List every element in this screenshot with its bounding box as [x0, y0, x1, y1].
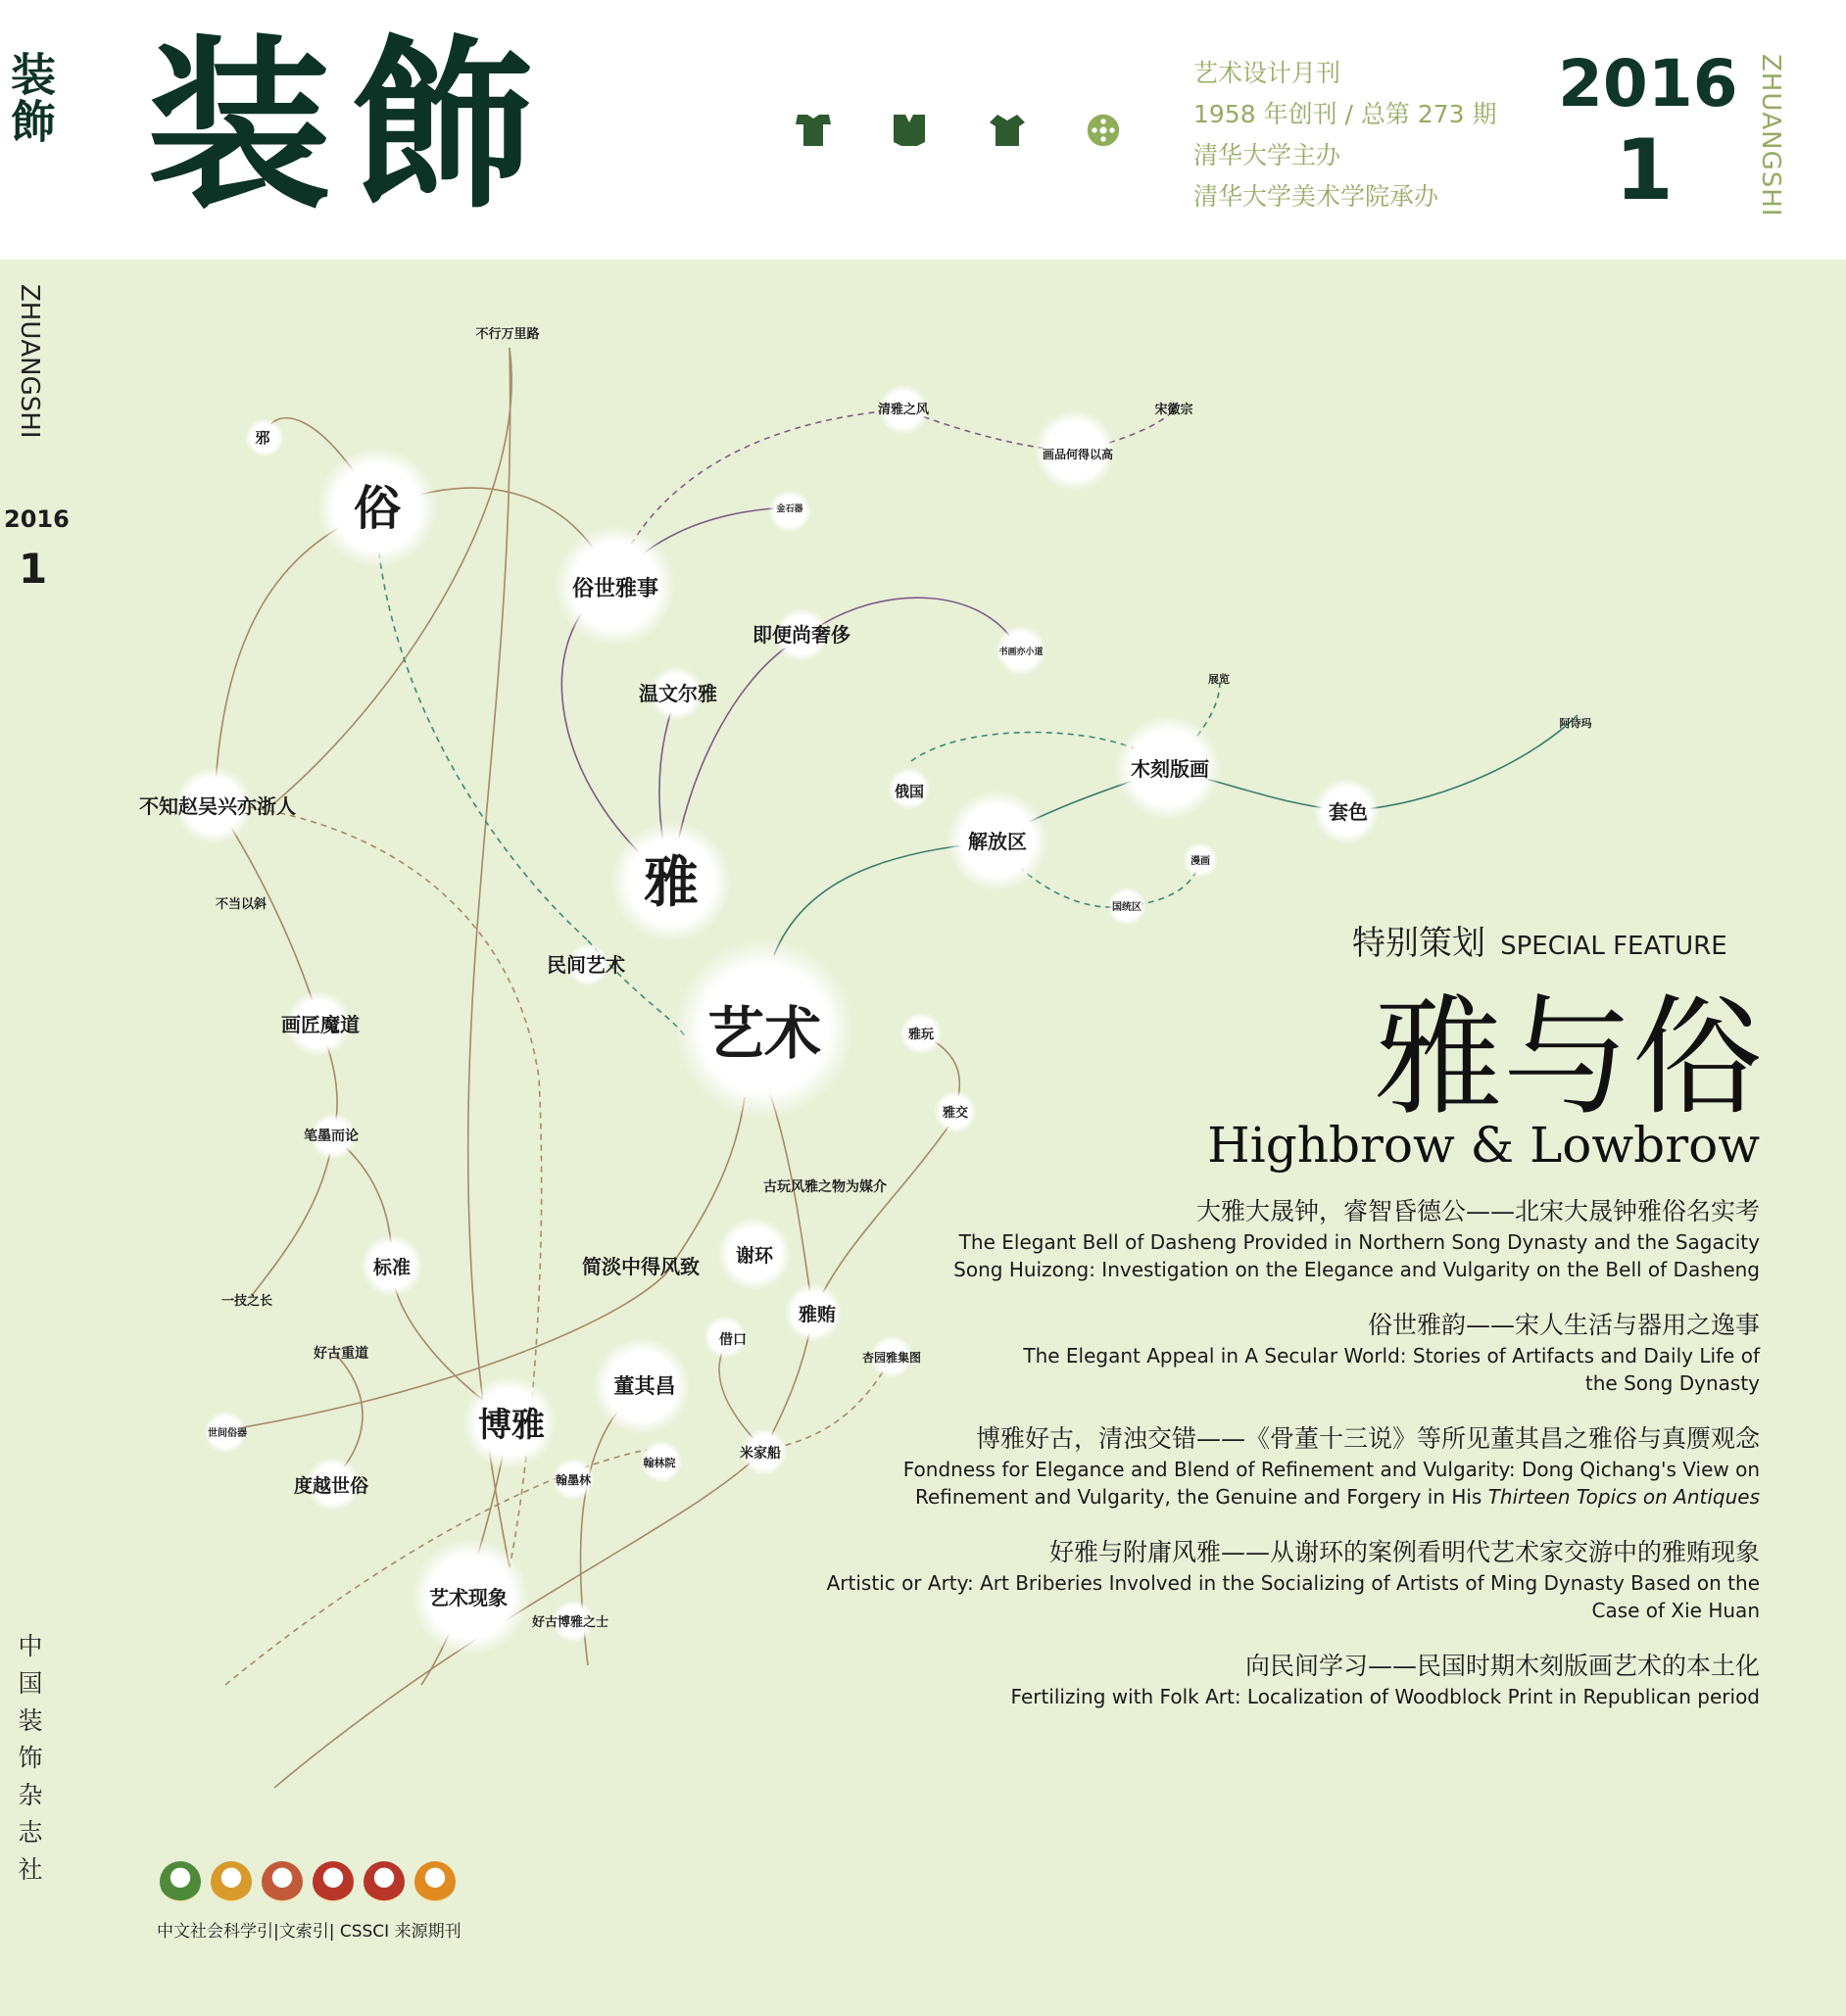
- node-yishu-xianxiang: 艺术现象: [429, 1586, 508, 1609]
- node-minjian: 民间艺术: [547, 953, 625, 977]
- round-ornament-icon: [1084, 113, 1123, 148]
- node-guotongqu: 国统区: [1112, 902, 1142, 913]
- article-item: [800, 1422, 1760, 1511]
- node-boya: 博雅: [478, 1406, 545, 1445]
- node-mianhua: 漫画: [1190, 856, 1210, 867]
- node-hanlinyuan: 翰林院: [643, 1457, 676, 1469]
- info-line: 艺术设计月刊: [1193, 59, 1341, 87]
- vest-icon: [890, 113, 929, 148]
- node-mijiachuan: 米家船: [740, 1446, 781, 1462]
- award-badge-icon: [262, 1861, 303, 1902]
- article-title-en-part: Refinement and Vulgarity, the Genuine and Forgery in His: [915, 1485, 1482, 1509]
- article-title-en: [800, 1483, 1760, 1511]
- spine-year: 2016: [4, 505, 70, 533]
- article-title-en: The Elegant Appeal in A Secular World: Stories of Artifacts and Daily Life of: [1023, 1344, 1760, 1368]
- node-zhanlan: 展览: [1208, 673, 1230, 686]
- article-title-zh: 好雅与附庸风雅——从谢环的案例看明代艺术家交游中的雅贿现象: [1048, 1538, 1760, 1566]
- connector: [250, 1136, 333, 1298]
- article-item: [800, 1650, 1760, 1710]
- node-yahui: 雅贿: [798, 1304, 837, 1325]
- node-yajiao: 雅交: [942, 1106, 969, 1121]
- index-caption: 中文社会科学引|文索引| CSSCI 来源期刊: [157, 1922, 462, 1942]
- node-shijian: 世间俗器: [208, 1428, 247, 1439]
- spine-pinyin: ZHUANGSHI: [15, 284, 44, 439]
- node-shuhua: 书画亦小道: [998, 648, 1044, 657]
- article-list: [800, 1195, 1760, 1736]
- node-eguo: 俄国: [894, 783, 925, 800]
- node-jiefangqu: 解放区: [968, 830, 1027, 853]
- node-ashima: 阿诗玛: [1559, 717, 1592, 730]
- article-title-en: Fondness for Elegance and Blend of Refinement and Vulgarity: Dong Qichang's View on: [902, 1458, 1760, 1481]
- node-yiji: 一技之长: [220, 1294, 273, 1309]
- award-badge-icon: [211, 1861, 252, 1902]
- node-buxing-wanli: 不行万里路: [475, 327, 540, 342]
- node-xie: 邪: [255, 429, 270, 447]
- node-duyue: 度越世俗: [293, 1475, 369, 1497]
- node-huajiang: 画匠魔道: [281, 1013, 360, 1036]
- node-su: 俗: [353, 481, 402, 536]
- article-title-zh: 大雅大晟钟，睿智昏德公——北宋大晟钟雅俗名实考: [1195, 1197, 1760, 1225]
- info-line: 清华大学主办: [1193, 141, 1341, 169]
- node-huapin: 画品何得以高: [1042, 448, 1114, 461]
- spine-number: 1: [19, 545, 48, 593]
- node-taose: 套色: [1329, 800, 1368, 824]
- connector: [274, 348, 511, 803]
- node-guwan: 古玩风雅之物为媒介: [763, 1179, 887, 1195]
- feature-tag: [1352, 916, 1727, 964]
- node-buzhi-zhao: 不知赵吴兴亦浙人: [139, 794, 296, 818]
- jacket-icon: [988, 113, 1027, 148]
- node-ya: 雅: [644, 850, 699, 915]
- article-title-en: the Song Dynasty: [1584, 1371, 1760, 1395]
- article-title-en: The Elegant Bell of Dasheng Provided in Northern Song Dynasty and the Sagacity: [958, 1230, 1760, 1254]
- issue-year: 2016: [1558, 46, 1738, 121]
- feature-tag-en: SPECIAL FEATURE: [1500, 932, 1727, 961]
- connector: [911, 733, 1137, 761]
- article-item: [800, 1195, 1760, 1283]
- feature-tag-zh: 特别策划: [1352, 924, 1485, 963]
- article-title-en: Artistic or Arty: Art Briberies Involved in the Socializing of Artists of Ming Dynasty Based on the: [826, 1571, 1760, 1595]
- node-yishu: 艺术: [706, 1000, 822, 1067]
- node-dongqichang: 董其昌: [613, 1373, 676, 1398]
- article-item: [800, 1536, 1760, 1624]
- award-badge-icon: [160, 1861, 201, 1902]
- article-title-en-italic: Thirteen Topics on Antiques: [1487, 1485, 1760, 1509]
- connector: [1347, 715, 1578, 811]
- node-haogu-boya: 好古博雅之士: [531, 1615, 609, 1630]
- article-title-zh: 向民间学习——民国时期木刻版画艺术的本土化: [1244, 1652, 1760, 1680]
- info-line: 清华大学美术学院承办: [1193, 182, 1439, 211]
- node-yawan: 雅玩: [907, 1028, 935, 1042]
- article-title-zh: 博雅好古，清浊交错——《骨董十三说》等所见董其昌之雅俗与真赝观念: [975, 1424, 1760, 1453]
- award-badge-icon: [313, 1861, 354, 1902]
- article-title-en: Fertilizing with Folk Art: Localization of Woodblock Print in Republican period: [1010, 1685, 1760, 1708]
- node-xiehuan: 谢环: [735, 1245, 774, 1267]
- masthead: [0, 0, 1846, 260]
- award-badge-icon: [364, 1861, 405, 1902]
- info-line: 1958 年创刊 / 总第 273 期: [1193, 100, 1497, 128]
- node-sushi-yashi: 俗世雅事: [571, 576, 659, 601]
- feature-title-en: Highbrow & Lowbrow: [1207, 1117, 1760, 1174]
- node-songhuizong: 宋徽宗: [1154, 403, 1193, 417]
- node-jibian: 即便尚奢侈: [753, 623, 850, 647]
- spine-publisher: 中国装饰杂志社: [18, 1632, 43, 1884]
- award-badge-icon: [414, 1861, 456, 1902]
- article-title-en: Case of Xie Huan: [1591, 1599, 1760, 1622]
- article-title-en: Song Huizong: Investigation on the Elegance and Vulgarity on the Bell of Dasheng: [953, 1258, 1760, 1281]
- node-muke: 木刻版画: [1131, 757, 1209, 781]
- node-haogu-zhongdao: 好古重道: [314, 1346, 368, 1362]
- pinyin-vertical: ZHUANGSHI: [1756, 54, 1785, 217]
- node-biaozhun: 标准: [372, 1257, 412, 1278]
- node-qingya: 清雅之风: [877, 403, 930, 417]
- feature-title-zh: 雅与俗: [1374, 983, 1762, 1133]
- node-jianlian: 简淡中得风致: [582, 1255, 700, 1278]
- magazine-title: 装飾: [147, 20, 555, 234]
- tshirt-icon: [794, 113, 833, 148]
- node-budang: 不当以斜: [215, 897, 267, 912]
- node-jiekou: 借口: [719, 1332, 747, 1348]
- node-wenwen: 温文尔雅: [639, 682, 717, 705]
- node-jinshi: 金石器: [776, 504, 803, 514]
- publication-info: [1193, 53, 1497, 217]
- issue-number: 1: [1615, 121, 1674, 219]
- node-bimo: 笔墨而论: [304, 1128, 359, 1144]
- spine-logo: 装飾: [4, 51, 57, 145]
- article-title-zh: 俗世雅韵——宋人生活与器用之逸事: [1367, 1311, 1760, 1339]
- node-xingyuan: 杏园雅集图: [861, 1351, 922, 1365]
- article-item: [800, 1309, 1760, 1397]
- node-hanmolin: 翰墨林: [555, 1473, 592, 1487]
